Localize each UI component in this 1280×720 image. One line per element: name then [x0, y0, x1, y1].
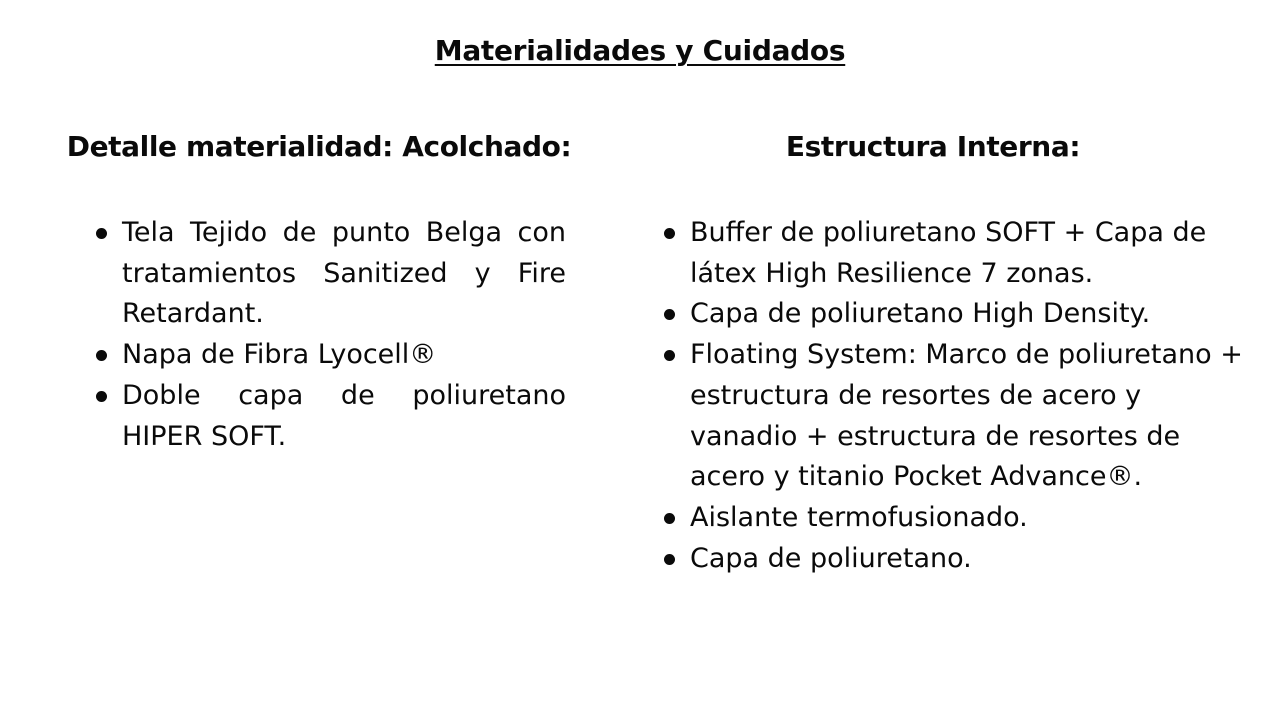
page-title: Materialidades y Cuidados: [434, 34, 846, 67]
bullet-icon: [664, 350, 675, 361]
bullet-icon: [96, 228, 107, 239]
list-item-text: Napa de Fibra Lyocell®: [122, 339, 437, 371]
bullet-icon: [96, 350, 107, 361]
list-item: [664, 213, 1244, 294]
bullet-icon: [96, 391, 107, 402]
list-item-text: Capa de poliuretano.: [690, 542, 972, 574]
list-item-text: Tela Tejido de punto Belga con tratamientos Sanitized y Fire Retardant.: [122, 217, 566, 330]
list-item-text: Aislante termofusionado.: [690, 501, 1028, 533]
list-item-text: Floating System: Marco de poliuretano + estructura de resortes de acero y vanadio + estructura de resortes de acero y titanio Pocket Advance®.: [690, 339, 1243, 493]
estructura-list: [664, 213, 1244, 579]
list-item: [96, 376, 566, 457]
acolchado-list: [96, 213, 566, 457]
estructura-heading: Estructura Interna:: [785, 130, 1081, 163]
list-item: [96, 335, 566, 376]
bullet-icon: [664, 228, 675, 239]
bullet-icon: [664, 513, 675, 524]
list-item: [664, 335, 1244, 498]
list-item-text: Capa de poliuretano High Density.: [690, 298, 1151, 330]
bullet-icon: [664, 554, 675, 565]
bullet-icon: [664, 309, 675, 320]
list-item: [664, 539, 1244, 580]
list-item-text: Buffer de poliuretano SOFT + Capa de látex High Resilience 7 zonas.: [690, 217, 1207, 289]
list-item: [664, 294, 1244, 335]
list-item-text: Doble capa de poliuretano HIPER SOFT.: [122, 379, 566, 452]
acolchado-heading: Detalle materialidad: Acolchado:: [66, 130, 572, 163]
list-item: [664, 498, 1244, 539]
list-item: [96, 213, 566, 335]
